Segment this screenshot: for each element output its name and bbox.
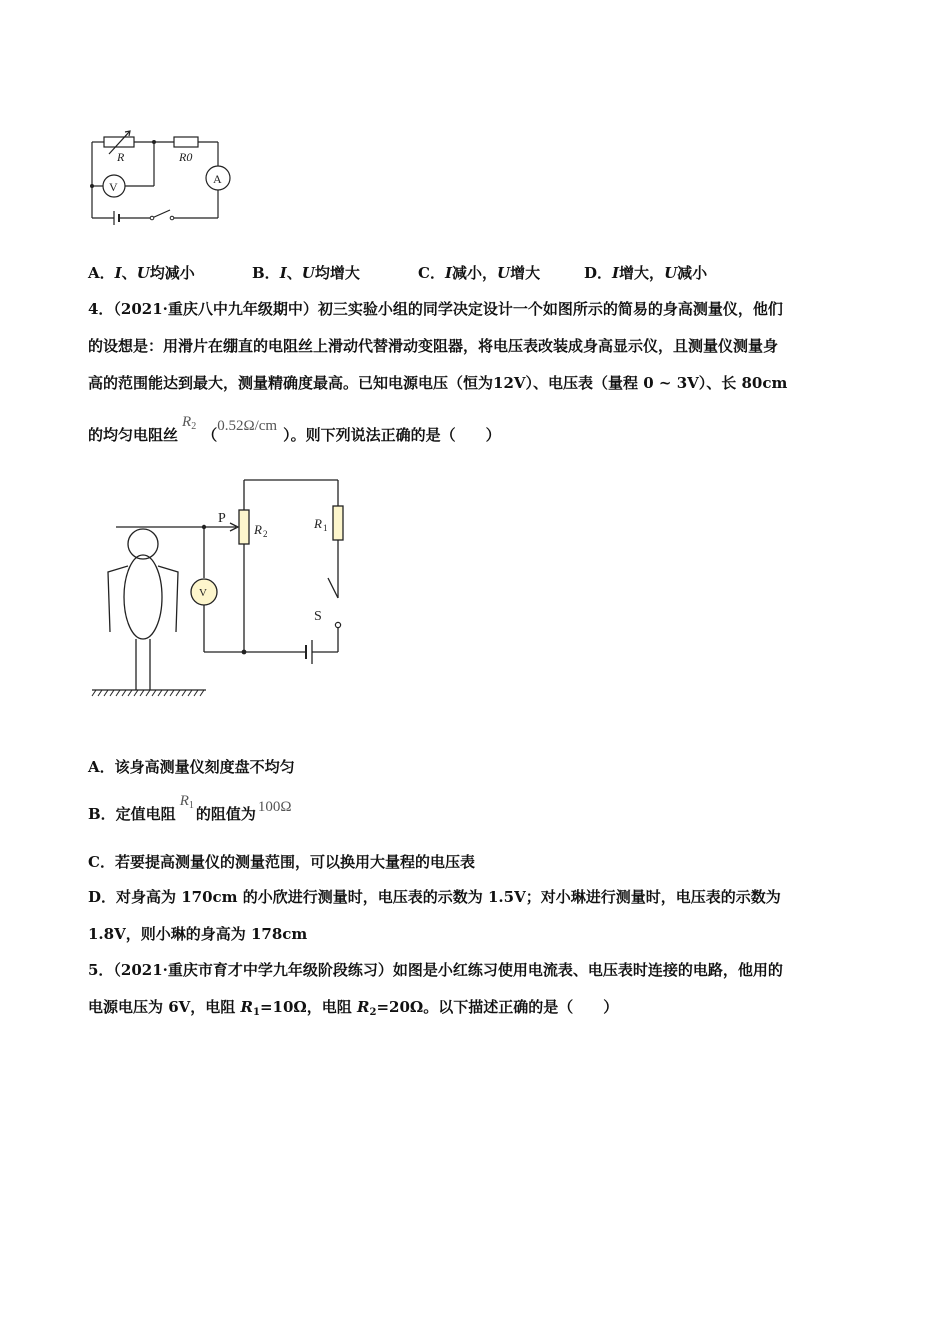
q4-option-c: C．若要提高测量仪的测量范围，可以换用大量程的电压表 <box>88 853 475 871</box>
label-voltmeter: V <box>109 180 118 194</box>
label-p: P <box>218 511 226 526</box>
q4-line-2: 的设想是：用滑片在绷直的电阻丝上滑动代替滑动变阻器，将电压表改装成身高显示仪，且测量仪测量身 <box>88 337 779 355</box>
q4-option-d-line-1: D．对身高为 170cm 的小欣进行测量时，电压表的示数为 1.5V；对小琳进行测量时，电压表的示数为 <box>88 888 781 906</box>
label-r2-sub: 2 <box>263 529 268 539</box>
q4-line-4: 的均匀电阻丝$R_2$ （0.52Ω/cm ）。则下列说法正确的是（ ） <box>88 414 501 444</box>
height-meter-diagram <box>88 470 368 700</box>
q4-option-a: A．该身高测量仪刻度盘不均匀 <box>88 758 295 776</box>
q4-option-b: B．定值电阻$R_1$ 的阻值为 100Ω <box>88 793 292 823</box>
label-v2: V <box>199 587 207 599</box>
circuit-diagram-1 <box>84 124 234 234</box>
resistor-r0 <box>174 137 198 147</box>
resistor-r2 <box>239 510 249 544</box>
label-ammeter: A <box>213 172 222 186</box>
q4-line-1: 4．（2021·重庆八中九年级期中）初三实验小组的同学决定设计一个如图所示的简易的身高测量仪，他们 <box>88 300 783 318</box>
person-body <box>124 555 162 639</box>
label-s: S <box>314 609 322 624</box>
q4-line-3: 高的范围能达到最大，测量精确度最高。已知电源电压（恒为12V）、电压表（量程 0 ~ 3V）、长 80cm <box>88 374 788 392</box>
q5-line-1: 5．（2021·重庆市育才中学九年级阶段练习）如图是小红练习使用电流表、电压表时连接的电路，他用的 <box>88 961 783 979</box>
rheostat-r <box>104 137 134 147</box>
label-r1-sub: 1 <box>323 523 328 533</box>
label-r0: R0 <box>179 150 193 164</box>
q4-option-d-line-2: 1.8V，则小琳的身高为 178cm <box>88 925 308 943</box>
label-r1: R <box>314 516 322 531</box>
label-r2: R <box>254 522 262 537</box>
q5-line-2: 电源电压为 6V，电阻 $R_1=10\Omega$，电阻 $R_2=20\Omega$。以下描述正确的是（ ） <box>88 998 619 1018</box>
q3-option-a: A．I、U均减小 <box>88 264 195 282</box>
resistor-r1 <box>333 506 343 540</box>
label-r: R <box>117 150 125 164</box>
q3-option-d: D．I增大，U减小 <box>584 264 708 282</box>
q3-options <box>88 262 707 283</box>
q3-option-c: C．I减小，U增大 <box>418 264 541 282</box>
q3-option-b: B．I、U均增大 <box>252 264 360 282</box>
